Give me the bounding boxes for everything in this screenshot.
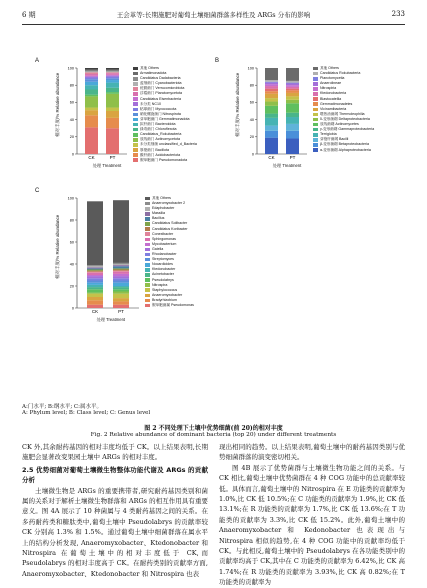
- bar-segment: [265, 98, 278, 101]
- legend-label: Pseudolabrys: [152, 277, 174, 282]
- bar-segment: [87, 294, 103, 297]
- legend-label: 嗜热油菌纲 Thermoleophilia: [320, 111, 365, 116]
- bar-segment: [85, 72, 98, 74]
- bar-segment: [113, 272, 129, 274]
- bar-segment: [87, 270, 103, 271]
- y-tick-label: 40: [69, 262, 74, 267]
- bar-segment: [265, 114, 278, 118]
- legend-swatch: [313, 113, 318, 117]
- chart-panel-a: [35, 58, 205, 180]
- legend-swatch: [133, 153, 138, 157]
- bar-segment: [286, 93, 299, 96]
- legend-swatch: [133, 67, 138, 71]
- bar-segment: [113, 294, 129, 298]
- bar-segment: [87, 289, 103, 292]
- right-column: [219, 442, 405, 588]
- bar-segment: [113, 283, 129, 286]
- bar-segment: [106, 76, 119, 77]
- paragraph: 图 4B 展示了优势菌群与土壤微生物功能之间的关系。与 CK 相比,葡萄土壤中优势菌群在 4 种 COG 功能中的总贡献率较低。具体而言,葡萄土壤中的 Nitrospira 在 E 功能类的贡献率为 1.0%,比 CK 低 10.5%;在 C 功能类的贡献率为 1.9%,比 CK 低 13.1%;在 R 功能类的贡献率为 1.7%,比 CK 低 13.6%;在 T 功能类的贡献率为 3.3%,比 CK 低 15.2%。此外,葡萄土壤中的 Anaeromyxobacter 和 Kedonobacter 也表现出与 Nitrospira 相似的趋势,在 4 种 COG 功能中的贡献率均低于 CK。与此相反,葡萄土壤中的 Pseudolabrys 在各功能类别中的贡献率均高于 CK,其中在 C 功能类的贡献率为 6.42%,比 CK 高 1.74%;在 R 功能类的贡献率为 3.93%,比 CK 高 0.82%;在 T 功能类的贡献率为: [219, 463, 405, 587]
- bar-segment: [85, 71, 98, 72]
- bar-segment: [85, 110, 98, 115]
- bar-segment: [87, 300, 103, 304]
- bar-segment: [265, 106, 278, 114]
- legend-label: Candidatus Koribacter: [152, 226, 188, 231]
- legend-swatch: [313, 133, 318, 137]
- legend-swatch: [145, 197, 150, 201]
- bar-segment: [85, 76, 98, 77]
- bar-segment: [106, 92, 119, 94]
- bar-segment: [106, 118, 119, 128]
- bar-segment: [106, 83, 119, 88]
- bar-segment: [85, 108, 98, 111]
- legend-label: 假单胞菌属 Pseudomonas: [152, 302, 194, 307]
- bar-segment: [87, 293, 103, 294]
- legend-swatch: [133, 123, 138, 127]
- legend-label: Candidatus_Rokubacteria: [140, 132, 182, 137]
- legend-label: Gemmatimonadetes: [320, 101, 353, 106]
- stacked-bar-chart-a: [67, 66, 127, 162]
- legend-label: Staphylococcus: [152, 287, 178, 292]
- panel-label-c: C: [35, 188, 40, 194]
- legend-label: Acinetobacter: [152, 272, 174, 277]
- legend-swatch: [133, 118, 138, 122]
- legend-label: Streptomyces: [152, 257, 174, 262]
- bar-segment: [265, 131, 278, 138]
- bar-segment: [113, 301, 129, 304]
- bar-segment: [113, 281, 129, 283]
- legend-swatch: [145, 278, 150, 282]
- running-title: 王会革等:长期施肥对葡萄土壤细菌群落多样性及 ARGs 分布的影响: [116, 11, 311, 19]
- legend-label: Nitrospira: [152, 282, 168, 287]
- panel-label-b: B: [215, 58, 220, 64]
- legend-swatch: [145, 258, 150, 262]
- legend-label: Mycobacterium: [152, 241, 177, 246]
- bar-segment: [106, 108, 119, 111]
- bar-segment: [113, 292, 129, 294]
- bar-segment: [286, 68, 299, 81]
- legend-label: 厚壁菌门 Bacillota: [140, 147, 169, 152]
- legend-label: Candidatus Solibacter: [152, 221, 188, 226]
- y-tick-label: 20: [249, 135, 254, 140]
- y-tick-label: 20: [69, 135, 74, 140]
- legend-swatch: [313, 143, 318, 147]
- legend-label: δ-变形菌纲 Deltaproteobacteria: [320, 116, 370, 121]
- legend-label: Candidatus Rokubacteria: [320, 71, 361, 76]
- paragraph: CK 外,其余耐药基因的相对丰度均低于 CK。以上结果表明,长期施肥会显著改变果园土壤中 ARGs 的相对丰度。: [22, 443, 208, 462]
- legend-label: 其他 Others: [140, 66, 159, 70]
- bar-segment: [87, 297, 103, 300]
- legend-swatch: [313, 67, 318, 71]
- bar-segment: [265, 126, 278, 131]
- y-tick-label: 0: [71, 306, 74, 311]
- bar-segment: [87, 285, 103, 287]
- bar-segment: [113, 274, 129, 276]
- bar-segment: [265, 89, 278, 92]
- bar-segment: [106, 71, 119, 72]
- bar-segment: [286, 83, 299, 85]
- bar-segment: [85, 77, 98, 79]
- bar-segment: [286, 90, 299, 93]
- legend-label: Anaeromyxobacter: [152, 292, 183, 297]
- legend-swatch: [133, 148, 138, 152]
- legend-swatch: [145, 202, 150, 206]
- paragraph: 土壤微生物是 ARGs 的重要携带者,研究耐药基因类别和菌属的关系对于解析土壤微生物群落和 ARGs 的相互作用具有重要意义。图 4A 展示了 10 种菌属与 4 类耐药基因之间的关系。在多药耐药类和糖肽类中,葡萄土壤中 Pseudolabrys 的贡献率较 CK 分别高 1.3% 和 1.5%。通过葡萄土壤中细菌群落在属水平上的结构分析发现, Anaeromyxobacter、Ktedonobacter 和 Nitrospira 在葡萄土壤中的相对丰度低于 CK,而 Pseudolabrys 的相对丰度高于 CK。在耐药类别的贡献率方面, Anaeromyxobacter、Ktedonobacter 和 Nitrospira 也表: [22, 486, 208, 578]
- legend-swatch: [145, 299, 150, 303]
- bar-segment: [113, 289, 129, 291]
- legend-swatch: [313, 82, 318, 86]
- y-axis-label: 相对丰度/% Relative abundance: [55, 214, 60, 279]
- paragraph: 现出相同的趋势。以上结果表明,葡萄土壤中的耐药基因类别与优势细菌群落的演变密切相关。: [219, 443, 405, 462]
- legend-label: 拟杆菌门 Bacteroidota: [140, 122, 176, 127]
- legend-swatch: [313, 87, 318, 91]
- y-axis-label: 相对丰度/% Relative abundance: [235, 72, 240, 137]
- bar-segment: [113, 278, 129, 280]
- bar-segment: [106, 71, 119, 72]
- section-heading: 2.5 优势细菌对葡萄土壤微生物整体功能代谢及 ARGs 的贡献分析: [22, 465, 208, 485]
- legend-label: 浮霉菌门 Planctomycetota: [140, 91, 182, 96]
- legend-swatch: [313, 72, 318, 76]
- bar-segment: [87, 266, 103, 267]
- bar-segment: [113, 265, 129, 266]
- legend-swatch: [133, 158, 138, 162]
- legend-label: 酸杆菌门 Acidobacteriota: [140, 152, 181, 157]
- legend-swatch: [133, 82, 138, 86]
- legend-swatch: [145, 217, 150, 221]
- bar-segment: [265, 138, 278, 154]
- legend-swatch: [133, 128, 138, 132]
- legend-item: [313, 148, 374, 153]
- bar-segment: [85, 90, 98, 95]
- bar-segment: [85, 70, 98, 71]
- bar-segment: [286, 124, 299, 131]
- legend-swatch: [313, 102, 318, 106]
- bar-segment: [85, 74, 98, 76]
- bar-segment: [286, 117, 299, 124]
- legend-label: 其他 Others: [152, 196, 171, 200]
- legend-swatch: [145, 273, 150, 277]
- stacked-bar-chart-c: [67, 196, 139, 316]
- bar-segment: [106, 77, 119, 79]
- legend-swatch: [133, 113, 138, 117]
- figure-caption-cn: 图 2 不同处理下土壤中优势细菌(前 20)的相对丰度: [144, 425, 283, 432]
- bar-segment: [85, 96, 98, 107]
- bar-segment: [106, 111, 119, 118]
- bar-segment: [87, 283, 103, 285]
- legend-label: β-变形菌纲 Betaproteobacteria: [320, 142, 370, 147]
- legend-item: [133, 158, 197, 163]
- legend-swatch: [145, 232, 150, 236]
- legend-swatch: [133, 133, 138, 137]
- bar-segment: [87, 271, 103, 272]
- bar-segment: [87, 278, 103, 280]
- bars-a: [67, 66, 127, 162]
- legend-label: Terriglobia: [320, 132, 337, 137]
- y-tick-label: 20: [69, 284, 74, 289]
- legend-swatch: [145, 283, 150, 287]
- bar-segment: [85, 82, 98, 85]
- legend-label: 放线菌纲 Actinomycetes: [320, 122, 359, 127]
- x-tick-label: PT: [289, 155, 296, 160]
- bars-c: [67, 196, 139, 316]
- bar-segment: [106, 70, 119, 71]
- legend-swatch: [145, 238, 150, 242]
- y-tick-label: 60: [249, 100, 254, 105]
- x-tick-label: PT: [118, 309, 124, 314]
- legend-swatch: [145, 268, 150, 272]
- bar-segment: [87, 265, 103, 266]
- bar-segment: [265, 94, 278, 98]
- x-tick-label: CK: [91, 309, 99, 314]
- legend-swatch: [133, 108, 138, 112]
- legend-a: [133, 66, 197, 163]
- chart-panel-b: [215, 58, 395, 180]
- y-tick-label: 0: [71, 152, 74, 157]
- x-axis-label: 处理 Treatment: [272, 163, 302, 168]
- bar-segment: [265, 80, 278, 82]
- x-tick-label: CK: [268, 155, 275, 160]
- bar-segment: [113, 305, 129, 308]
- bar-segment: [113, 270, 129, 271]
- legend-label: 蓝细菌门 Cyanobacteriota: [140, 81, 182, 86]
- bar-segment: [106, 88, 119, 92]
- legend-label: 芽单胞菌门 Gemmatimonadota: [140, 116, 190, 121]
- bar-segment: [265, 102, 278, 106]
- bar-segment: [85, 79, 98, 82]
- bar-segment: [87, 287, 103, 289]
- legend-swatch: [313, 128, 318, 132]
- chart-panel-c: [35, 188, 305, 385]
- bar-segment: [113, 263, 129, 264]
- legend-item: [145, 303, 194, 308]
- legend-label: Anaerolineae: [320, 81, 342, 86]
- legend-label: 疣微菌门 Verrucomicrobiota: [140, 86, 185, 91]
- bar-segment: [265, 84, 278, 86]
- legend-swatch: [133, 87, 138, 91]
- legend-b: [313, 66, 374, 153]
- bar-segment: [85, 68, 98, 70]
- bar-segment: [106, 73, 119, 75]
- legend-swatch: [313, 108, 318, 112]
- bar-segment: [265, 91, 278, 94]
- abbrev-caption-en: A: Phylum level; B: Class level; C: Genus level: [22, 410, 151, 416]
- bar-segment: [113, 276, 129, 278]
- x-axis-label: 处理 Treatment: [92, 163, 122, 168]
- issue-number: 6 期: [22, 11, 36, 19]
- legend-label: Gaiella: [152, 246, 164, 251]
- legend-label: 放线菌门 Actinomycetota: [140, 137, 180, 142]
- bar-segment: [113, 271, 129, 272]
- legend-label: 硝化螺旋菌门 Nitrospirota: [140, 111, 181, 116]
- legend-swatch: [313, 97, 318, 101]
- legend-swatch: [145, 253, 150, 257]
- legend-label: Massilia: [152, 211, 165, 216]
- bar-segment: [106, 68, 119, 70]
- y-tick-label: 80: [69, 218, 74, 223]
- legend-label: Nocardioides: [152, 262, 173, 267]
- legend-label: Planctomycetia: [320, 76, 345, 81]
- y-axis-label: 相对丰度/% Relative abundance: [55, 72, 60, 137]
- bar-segment: [113, 286, 129, 287]
- legend-swatch: [145, 263, 150, 267]
- legend-c: [145, 196, 194, 308]
- legend-swatch: [145, 304, 150, 308]
- legend-label: Sphingomonas: [152, 236, 176, 241]
- legend-label: α-变形菌纲 Alphaproteobacteria: [320, 147, 371, 152]
- legend-swatch: [145, 227, 150, 231]
- bar-segment: [106, 94, 119, 108]
- bar-segment: [87, 273, 103, 275]
- legend-label: Armatimonadota: [140, 71, 167, 76]
- bar-segment: [87, 201, 103, 265]
- legend-swatch: [313, 77, 318, 81]
- header-rule: [22, 24, 405, 25]
- bar-segment: [286, 103, 299, 112]
- page-number: 233: [391, 10, 405, 18]
- y-tick-label: 60: [69, 240, 74, 245]
- bar-segment: [106, 78, 119, 80]
- legend-swatch: [133, 72, 138, 76]
- bar-segment: [87, 305, 103, 308]
- legend-label: Candidatus Eisenbacteria: [140, 96, 181, 101]
- bar-segment: [113, 287, 129, 289]
- y-tick-label: 0: [251, 152, 254, 157]
- x-tick-label: PT: [109, 155, 116, 160]
- y-tick-label: 80: [249, 83, 254, 88]
- legend-label: 其他 Others: [320, 66, 339, 70]
- stacked-bar-chart-b: [247, 66, 307, 162]
- legend-label: Candidatus Dadabacteria: [140, 76, 181, 81]
- legend-label: 绿弯菌门 Chloroflexota: [140, 127, 177, 132]
- bar-segment: [286, 81, 299, 83]
- legend-swatch: [133, 92, 138, 96]
- abbrev-caption-cn: A:门水平; B:纲水平; C:属水平。: [22, 404, 102, 410]
- bar-segment: [113, 264, 129, 265]
- x-axis-label: 处理 Treatment: [96, 317, 126, 322]
- y-tick-label: 100: [67, 66, 74, 71]
- legend-label: 未分类 NC10: [140, 101, 161, 106]
- legend-swatch: [145, 288, 150, 292]
- legend-swatch: [145, 212, 150, 216]
- legend-label: Conexibacter: [152, 231, 174, 236]
- bar-segment: [106, 75, 119, 76]
- bar-segment: [265, 86, 278, 89]
- legend-label: Bradyrhizobium: [152, 297, 177, 302]
- legend-swatch: [133, 77, 138, 81]
- legend-label: Ktedonobacter: [152, 267, 176, 272]
- legend-swatch: [313, 92, 318, 96]
- legend-swatch: [145, 207, 150, 211]
- bar-segment: [113, 298, 129, 301]
- legend-swatch: [145, 243, 150, 247]
- bar-segment: [87, 275, 103, 276]
- bar-segment: [113, 266, 129, 268]
- y-tick-label: 60: [69, 100, 74, 105]
- bar-segment: [286, 139, 299, 154]
- bars-b: [247, 66, 307, 162]
- legend-label: Vicinamibacteria: [320, 106, 347, 111]
- legend-swatch: [145, 248, 150, 252]
- left-column: [22, 442, 208, 579]
- bar-segment: [265, 68, 278, 80]
- bar-segment: [286, 131, 299, 139]
- bar-segment: [106, 72, 119, 73]
- legend-label: 未分类细菌 unclassified_d_Bacteria: [140, 142, 197, 147]
- y-tick-label: 40: [69, 117, 74, 122]
- y-tick-label: 100: [247, 66, 254, 71]
- bar-segment: [85, 77, 98, 78]
- bar-segment: [87, 267, 103, 268]
- bar-segment: [113, 268, 129, 269]
- bar-segment: [85, 95, 98, 97]
- bar-segment: [286, 83, 299, 84]
- bar-segment: [85, 127, 98, 154]
- legend-label: Rhodanobacter: [152, 252, 177, 257]
- legend-label: Ktedonobacteria: [320, 91, 347, 96]
- bar-segment: [85, 71, 98, 72]
- legend-swatch: [133, 102, 138, 106]
- legend-label: 假单胞菌门 Pseudomonadota: [140, 157, 188, 162]
- bar-segment: [265, 83, 278, 85]
- legend-label: 芽孢杆菌纲 Bacilli: [320, 137, 349, 142]
- legend-swatch: [313, 118, 318, 122]
- legend-swatch: [133, 97, 138, 101]
- legend-swatch: [313, 138, 318, 142]
- legend-label: Edaphobacter: [152, 206, 175, 211]
- legend-label: 粘球菌门 Myxococcota: [140, 106, 177, 111]
- bar-segment: [87, 281, 103, 283]
- legend-label: γ-变形菌纲 Gammaproteobacteria: [320, 127, 375, 132]
- legend-swatch: [313, 123, 318, 127]
- bar-segment: [106, 80, 119, 83]
- running-header: [22, 10, 405, 22]
- bar-segment: [286, 113, 299, 117]
- legend-swatch: [133, 143, 138, 147]
- y-tick-label: 100: [67, 196, 74, 201]
- legend-swatch: [145, 294, 150, 298]
- bar-segment: [85, 85, 98, 89]
- legend-swatch: [133, 138, 138, 142]
- bar-segment: [87, 276, 103, 278]
- figure-caption-en: Fig. 2 Relative abundance of dominant bacteria (top 20) under different treatments: [90, 432, 337, 438]
- legend-label: Blastocatellia: [320, 96, 342, 101]
- bar-segment: [87, 272, 103, 273]
- bar-segment: [286, 85, 299, 87]
- bar-segment: [286, 96, 299, 99]
- bar-segment: [113, 200, 129, 263]
- bar-segment: [286, 100, 299, 103]
- legend-label: Nitrospiria: [320, 86, 337, 91]
- y-tick-label: 80: [69, 83, 74, 88]
- legend-label: Anaeromyxobacter 2: [152, 201, 186, 206]
- bar-segment: [265, 82, 278, 83]
- bar-segment: [106, 128, 119, 154]
- panel-label-a: A: [35, 58, 40, 64]
- legend-swatch: [145, 222, 150, 226]
- bar-segment: [85, 115, 98, 127]
- bar-segment: [286, 89, 299, 91]
- bar-segment: [87, 268, 103, 269]
- legend-label: Bacillus: [152, 216, 165, 221]
- bar-segment: [265, 118, 278, 126]
- bar-segment: [286, 87, 299, 89]
- legend-swatch: [313, 148, 318, 152]
- y-tick-label: 40: [249, 117, 254, 122]
- x-tick-label: CK: [88, 155, 95, 160]
